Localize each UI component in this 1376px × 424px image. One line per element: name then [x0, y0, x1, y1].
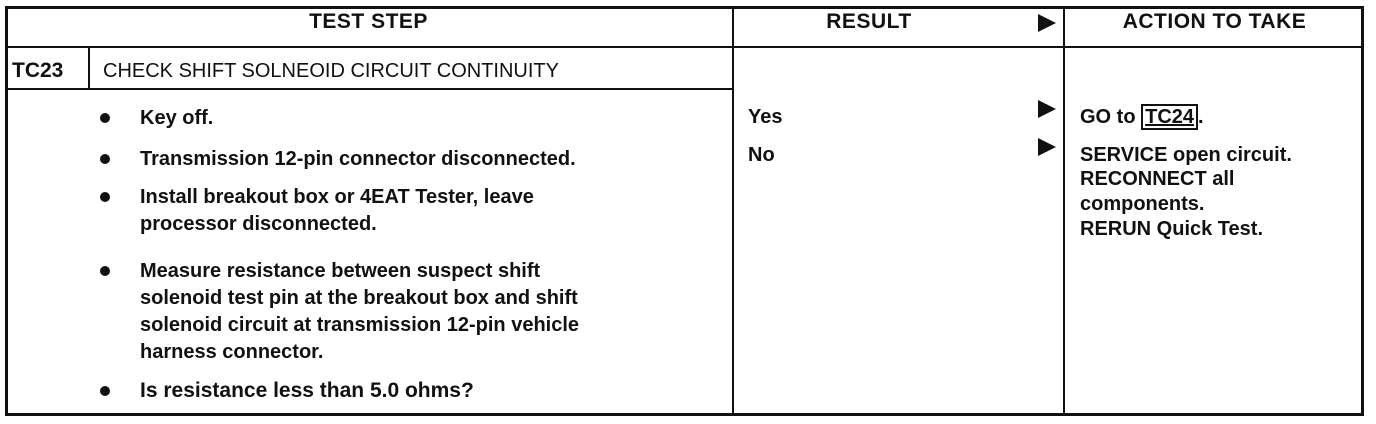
bullet-question: Is resistance less than 5.0 ohms?: [140, 379, 474, 402]
step-title: CHECK SHIFT SOLNEOID CIRCUIT CONTINUITY: [103, 60, 559, 82]
result-no: No: [748, 144, 775, 166]
bullet-dot-icon: [100, 266, 110, 276]
result-yes: Yes: [748, 106, 783, 128]
bullet-dot-icon: [100, 113, 110, 123]
bullet-key-off: Key off.: [140, 107, 214, 129]
bullet-dot-icon: [100, 154, 110, 164]
action-no-line4: RERUN Quick Test.: [1080, 218, 1263, 240]
bullet-dot-icon: [100, 192, 110, 202]
bullet-connector-disconnected: Transmission 12-pin connector disconnected.: [140, 148, 576, 170]
step-title-divider: [5, 88, 734, 90]
header-action: ACTION TO TAKE: [1122, 10, 1307, 33]
header-test-step: TEST STEP: [309, 10, 428, 33]
bullet-measure-line3: solenoid circuit at transmission 12-pin vehicle: [140, 314, 580, 336]
action-yes-suffix: .: [1198, 106, 1204, 128]
action-no-line2: RECONNECT all: [1080, 168, 1235, 190]
result-no-arrow-icon: [1038, 138, 1056, 156]
bullet-install-breakout-line1: Install breakout box or 4EAT Tester, leave: [140, 186, 534, 208]
action-no-line3: components.: [1080, 193, 1205, 215]
action-yes-prefix: GO to: [1080, 106, 1136, 128]
header-divider: [5, 46, 1364, 48]
result-yes-arrow-icon: [1038, 100, 1056, 118]
step-id: TC23: [12, 59, 64, 82]
action-yes: [1080, 104, 1204, 130]
bullet-measure-line1: Measure resistance between suspect shift: [140, 260, 541, 282]
header-result: RESULT: [826, 10, 912, 33]
divider-result-action: [1063, 6, 1065, 416]
divider-step-result: [732, 6, 734, 416]
bullet-measure-line2: solenoid test pin at the breakout box and shift: [140, 287, 578, 309]
bullet-install-breakout-line2: processor disconnected.: [140, 213, 377, 235]
bullet-measure-line4: harness connector.: [140, 341, 324, 363]
action-no-line1: SERVICE open circuit.: [1080, 144, 1292, 166]
divider-step-id: [88, 47, 90, 89]
bullet-dot-icon: [100, 386, 110, 396]
header-arrow-icon: [1038, 14, 1056, 32]
action-yes-link[interactable]: TC24: [1141, 104, 1198, 130]
